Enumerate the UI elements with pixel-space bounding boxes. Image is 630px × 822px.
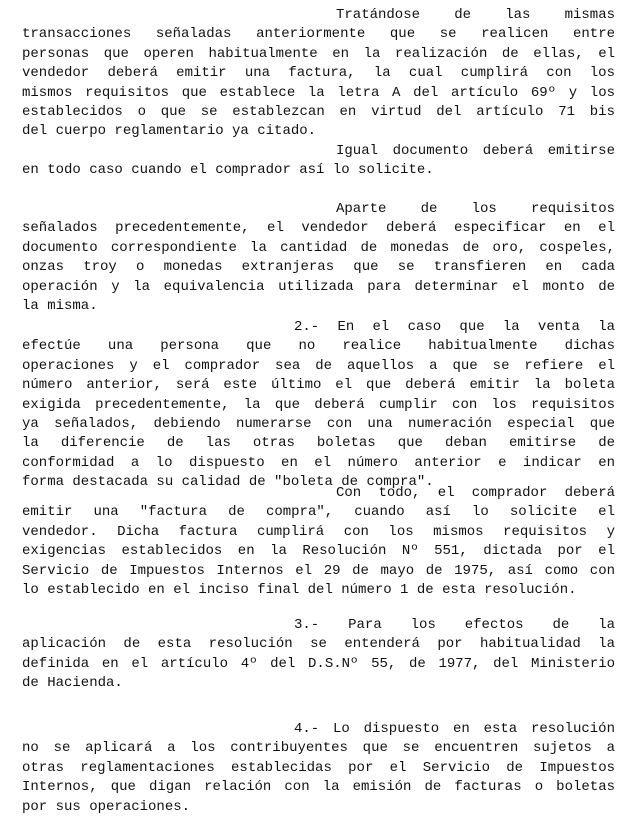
paragraph-line: en todo caso cuando el comprador así lo solicite. <box>22 162 434 179</box>
paragraph-line: del cuerpo reglamentario ya citado. <box>22 123 317 140</box>
paragraph-line: número anterior, será este último el que deberá emitir la boleta <box>22 377 615 394</box>
paragraph-line: Tratándose de las mismas <box>336 7 615 23</box>
paragraph-line: emitir una "factura de compra", cuando así lo solicite el <box>22 504 615 521</box>
paragraph-line: otras reglamentaciones establecidas por el Servicio de Impuestos <box>22 759 615 776</box>
paragraph-line: conformidad a lo dispuesto en el número anterior e indicar en <box>22 454 615 471</box>
section-number-line: 4.- Lo dispuesto en esta resolución <box>294 721 615 737</box>
paragraph-line: no se aplicará a los contribuyentes que se encuentren sujetos a <box>22 740 615 757</box>
paragraph-line: la diferencie de las otras boletas que deban emitirse de <box>22 435 615 452</box>
paragraph-line: efectúe una persona que no realice habitualmente dichas <box>22 338 615 355</box>
paragraph-line: mismos requisitos que establece la letra A del artículo 69º y los <box>22 84 615 101</box>
paragraph-line: Con todo, el comprador deberá <box>336 485 615 501</box>
paragraph-line: la misma. <box>22 297 98 314</box>
paragraph-line: Aparte de los requisitos <box>336 201 615 217</box>
paragraph-line: lo establecido en el inciso final del número 1 de esta resolución. <box>22 581 577 598</box>
paragraph-line: definida en el artículo 4º del D.S.Nº 55, de 1977, del Ministerio <box>22 655 615 672</box>
paragraph-line: onzas troy o monedas extranjeras que se transfieren en cada <box>22 259 615 276</box>
paragraph-6-section-3 <box>22 616 615 694</box>
paragraph-line: de Hacienda. <box>22 675 123 692</box>
paragraph-3 <box>22 200 615 316</box>
paragraph-line: por sus operaciones. <box>22 798 191 815</box>
section-number-line: 2.- En el caso que la venta la <box>294 319 615 335</box>
paragraph-line: ya señalados, debiendo numerarse con una numeración especial que <box>22 415 615 432</box>
paragraph-line: operación y la equivalencia utilizada para determinar el monto de <box>22 278 615 295</box>
paragraph-line: transacciones señaladas anteriormente que se realicen entre <box>22 26 615 43</box>
paragraph-5 <box>22 484 615 600</box>
paragraph-line: operaciones y el comprador sea de aquellos a que se refiere el <box>22 357 615 374</box>
paragraph-line: vendedor deberá emitir una factura, la cual cumplirá con los <box>22 65 615 82</box>
paragraph-2 <box>22 142 615 181</box>
paragraph-line: aplicación de esta resolución se entenderá por habitualidad la <box>22 636 615 653</box>
paragraph-line: señalados precedentemente, el vendedor deberá especificar en el <box>22 220 615 237</box>
paragraph-line: establecidos o que se establezcan en virtud del artículo 71 bis <box>22 103 615 120</box>
paragraph-line: Servicio de Impuestos Internos el 29 de mayo de 1975, así como con <box>22 562 615 579</box>
paragraph-line: Igual documento deberá emitirse <box>336 143 615 159</box>
paragraph-line: vendedor. Dicha factura cumplirá con los mismos requisitos y <box>22 523 615 540</box>
paragraph-line: exigida precedentemente, la que deberá cumplir con los requisitos <box>22 396 615 413</box>
paragraph-line: exigencias establecidos en la Resolución Nº 551, dictada por el <box>22 543 615 560</box>
paragraph-4-section-2 <box>22 318 615 493</box>
paragraph-line: Internos, que digan relación con la emisión de facturas o boletas <box>22 779 615 796</box>
paragraph-line: forma destacada su calidad de "boleta de compra". <box>22 474 434 491</box>
paragraph-7-section-4 <box>22 720 615 817</box>
section-number-line: 3.- Para los efectos de la <box>294 617 615 633</box>
paragraph-line: documento correspondiente la cantidad de monedas de oro, cospeles, <box>22 239 615 256</box>
paragraph-1 <box>22 6 615 142</box>
paragraph-line: personas que operen habitualmente en la realización de ellas, el <box>22 45 615 62</box>
